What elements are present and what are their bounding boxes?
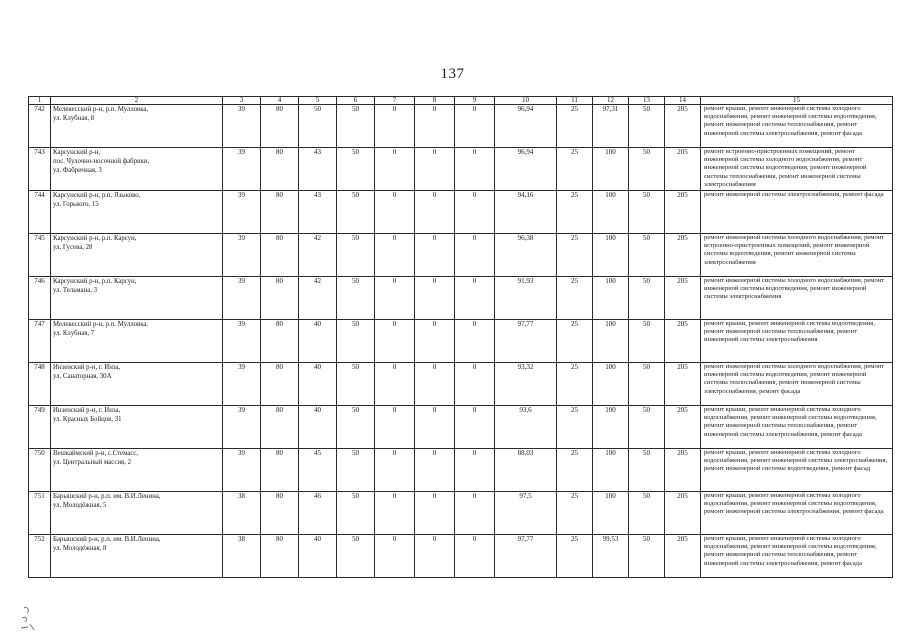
value-cell-col-13: 50 [629,363,665,406]
value-cell-col-13: 50 [629,105,665,148]
address-line: ул. Молодёжная, 8 [53,545,107,552]
value-cell-col-11: 25 [557,277,593,320]
value-cell-col-13: 50 [629,277,665,320]
value-cell-col-4: 80 [261,105,299,148]
row-number-cell: 752 [29,535,51,578]
value-cell-col-10: 97,5 [495,492,557,535]
value-cell-col-11: 25 [557,535,593,578]
header-cell: 9 [455,97,495,105]
header-cell: 2 [51,97,223,105]
table-row [29,535,893,578]
value-cell-col-9: 0 [455,535,495,578]
value-cell-col-7: 0 [375,191,415,234]
value-cell-col-12: 100 [593,148,629,191]
value-cell-col-12: 100 [593,406,629,449]
value-cell-col-9: 0 [455,363,495,406]
value-cell-col-10: 94,16 [495,191,557,234]
value-cell-col-7: 0 [375,148,415,191]
works-description-cell: ремонт крыши, ремонт инженерной системы холодного водоснабжения, ремонт инженерной системы водоотведения, ремонт инженерной системы теплоснабжения, ремонт инженерной системы электроснабжения, ремонт фасада [701,535,893,578]
address-line: ул. Санаторная, 30А [53,373,112,380]
value-cell-col-8: 0 [415,105,455,148]
value-cell-col-13: 50 [629,406,665,449]
address-cell [51,191,223,234]
address-line: Карсунский р-н, р.п. Карсун, [53,278,137,285]
repair-register-table [28,96,893,578]
value-cell-col-14: 205 [665,406,701,449]
value-cell-col-7: 0 [375,492,415,535]
value-cell-col-3: 39 [223,320,261,363]
value-cell-col-9: 0 [455,320,495,363]
address-line: ул. Гусева, 28 [53,244,93,251]
value-cell-col-10: 97,77 [495,320,557,363]
works-description-cell: ремонт инженерной системы электроснабжения, ремонт фасада [701,191,893,234]
address-line: Барышский р-н, р.п. им. В.И.Ленина, [53,493,161,500]
address-cell [51,277,223,320]
value-cell-col-6: 50 [337,406,375,449]
value-cell-col-8: 0 [415,320,455,363]
table-row [29,277,893,320]
value-cell-col-10: 93,6 [495,406,557,449]
value-cell-col-9: 0 [455,148,495,191]
value-cell-col-11: 25 [557,320,593,363]
value-cell-col-7: 0 [375,406,415,449]
value-cell-col-14: 205 [665,363,701,406]
table-row [29,492,893,535]
value-cell-col-14: 205 [665,492,701,535]
value-cell-col-5: 46 [299,492,337,535]
value-cell-col-12: 100 [593,234,629,277]
works-description-cell: ремонт крыши, ремонт инженерной системы водоотведения, ремонт инженерной системы теплоснабжения, ремонт инженерной системы электроснабжения [701,320,893,363]
works-description-cell: ремонт инженерной системы холодного водоснабжения, ремонт инженерной системы водоотведения, ремонт инженерной системы электроснабжения [701,277,893,320]
value-cell-col-5: 40 [299,363,337,406]
value-cell-col-6: 50 [337,105,375,148]
value-cell-col-13: 50 [629,492,665,535]
value-cell-col-8: 0 [415,363,455,406]
header-cell: 7 [375,97,415,105]
value-cell-col-4: 80 [261,148,299,191]
value-cell-col-9: 0 [455,277,495,320]
table-row [29,320,893,363]
value-cell-col-5: 40 [299,320,337,363]
table-row [29,406,893,449]
value-cell-col-3: 39 [223,105,261,148]
value-cell-col-4: 80 [261,320,299,363]
value-cell-col-12: 99,53 [593,535,629,578]
value-cell-col-5: 45 [299,449,337,492]
value-cell-col-4: 80 [261,492,299,535]
address-cell [51,363,223,406]
value-cell-col-7: 0 [375,363,415,406]
row-number-cell: 750 [29,449,51,492]
value-cell-col-3: 39 [223,449,261,492]
address-line: Мелекесский р-н, р.п. Мулловка, [53,106,149,113]
value-cell-col-13: 50 [629,191,665,234]
value-cell-col-14: 205 [665,105,701,148]
address-line: ул. Фабричная, 3 [53,167,102,174]
value-cell-col-11: 25 [557,363,593,406]
value-cell-col-11: 25 [557,492,593,535]
value-cell-col-6: 50 [337,234,375,277]
value-cell-col-4: 80 [261,449,299,492]
address-line: ул. Тельмана, 3 [53,287,98,294]
works-description-cell: ремонт крыши, ремонт инженерной системы холодного водоснабжения, ремонт инженерной системы электроснабжения, ремонт инженерной системы водоотведения, ремонт фасад [701,449,893,492]
address-line: Барышский р-н, р.п. им. В.И.Ленина, [53,536,161,543]
value-cell-col-12: 100 [593,191,629,234]
header-cell: 11 [557,97,593,105]
table-row [29,105,893,148]
value-cell-col-3: 38 [223,492,261,535]
address-line: ул. Клубная, 7 [53,330,95,337]
value-cell-col-5: 43 [299,191,337,234]
value-cell-col-8: 0 [415,449,455,492]
value-cell-col-11: 25 [557,148,593,191]
value-cell-col-5: 40 [299,406,337,449]
value-cell-col-5: 42 [299,234,337,277]
works-description-cell: ремонт крыши, ремонт инженерной системы холодного водоснабжения, ремонт инженерной системы водоотведения, ремонт инженерной системы электроснабжения, ремонт фасада [701,492,893,535]
value-cell-col-11: 25 [557,105,593,148]
value-cell-col-12: 100 [593,449,629,492]
header-cell: 5 [299,97,337,105]
row-number-cell: 751 [29,492,51,535]
header-cell: 4 [261,97,299,105]
value-cell-col-5: 42 [299,277,337,320]
value-cell-col-10: 93,32 [495,363,557,406]
value-cell-col-3: 39 [223,363,261,406]
header-cell: 15 [701,97,893,105]
value-cell-col-4: 80 [261,406,299,449]
value-cell-col-7: 0 [375,535,415,578]
value-cell-col-13: 50 [629,234,665,277]
value-cell-col-8: 0 [415,191,455,234]
address-line: Карсунский р-н, р.п. Языково, [53,192,141,199]
header-cell: 10 [495,97,557,105]
header-cell: 12 [593,97,629,105]
value-cell-col-7: 0 [375,277,415,320]
row-number-cell: 749 [29,406,51,449]
value-cell-col-6: 50 [337,320,375,363]
value-cell-col-12: 100 [593,277,629,320]
value-cell-col-12: 100 [593,320,629,363]
row-number-cell: 746 [29,277,51,320]
table-row [29,449,893,492]
works-description-cell: ремонт встроенно-пристроенных помещений, ремонт инженерной системы холодного водоснабжения, ремонт инженерной системы водоотведения, ремонт инженерной системы теплоснабжения, ремонт инженерной системы электроснабжения [701,148,893,191]
row-number-cell: 743 [29,148,51,191]
value-cell-col-10: 96,38 [495,234,557,277]
value-cell-col-3: 39 [223,406,261,449]
value-cell-col-10: 88,03 [495,449,557,492]
address-cell [51,320,223,363]
value-cell-col-3: 39 [223,148,261,191]
value-cell-col-8: 0 [415,234,455,277]
value-cell-col-5: 43 [299,148,337,191]
header-cell: 6 [337,97,375,105]
value-cell-col-4: 80 [261,535,299,578]
value-cell-col-14: 205 [665,234,701,277]
value-cell-col-11: 25 [557,449,593,492]
value-cell-col-13: 50 [629,320,665,363]
value-cell-col-8: 0 [415,492,455,535]
value-cell-col-12: 97,31 [593,105,629,148]
value-cell-col-14: 205 [665,148,701,191]
value-cell-col-4: 80 [261,191,299,234]
header-cell: 14 [665,97,701,105]
value-cell-col-10: 96,94 [495,148,557,191]
value-cell-col-3: 39 [223,191,261,234]
value-cell-col-8: 0 [415,277,455,320]
value-cell-col-3: 38 [223,535,261,578]
table-row [29,234,893,277]
row-number-cell: 745 [29,234,51,277]
header-cell: 1 [29,97,51,105]
address-line: Инзенский р-н, г. Инза, [53,407,121,414]
address-line: ул. Горького, 15 [53,201,99,208]
value-cell-col-3: 39 [223,234,261,277]
address-line: ул. Клубная, 8 [53,115,95,122]
row-number-cell: 744 [29,191,51,234]
address-cell [51,105,223,148]
value-cell-col-5: 40 [299,535,337,578]
value-cell-col-11: 25 [557,191,593,234]
value-cell-col-7: 0 [375,320,415,363]
address-line: Карсунский р-н, р.п. Карсун, [53,235,137,242]
value-cell-col-14: 205 [665,535,701,578]
value-cell-col-8: 0 [415,148,455,191]
value-cell-col-14: 205 [665,277,701,320]
address-cell [51,535,223,578]
value-cell-col-7: 0 [375,449,415,492]
works-description-cell: ремонт крыши, ремонт инженерной системы холодного водоснабжения, ремонт инженерной системы водоотведения, ремонт инженерной системы теплоснабжения, ремонт инженерной системы электроснабжения, ремонт фасада [701,105,893,148]
value-cell-col-7: 0 [375,105,415,148]
header-cell: 3 [223,97,261,105]
works-description-cell: ремонт инженерной системы холодного водоснабжения, ремонт встроенно-пристроенных помещений, ремонт инженерной системы водоотведения, ремонт инженерной системы электроснабжения [701,234,893,277]
address-line: Инзенский р-н, г. Инза, [53,364,121,371]
value-cell-col-12: 100 [593,363,629,406]
margin-pen-mark [18,604,42,632]
address-line: Карсунский р-н, [53,149,101,156]
value-cell-col-6: 50 [337,148,375,191]
value-cell-col-14: 205 [665,449,701,492]
address-cell [51,234,223,277]
value-cell-col-13: 50 [629,535,665,578]
works-description-cell: ремонт крыши, ремонт инженерной системы холодного водоснабжения, ремонт инженерной системы водоотведения, ремонт инженерной системы теплоснабжения, ремонт инженерной системы электроснабжения, ремонт фасада [701,406,893,449]
value-cell-col-13: 50 [629,449,665,492]
row-number-cell: 742 [29,105,51,148]
value-cell-col-11: 25 [557,406,593,449]
value-cell-col-6: 50 [337,449,375,492]
value-cell-col-9: 0 [455,191,495,234]
value-cell-col-14: 205 [665,320,701,363]
address-cell [51,148,223,191]
address-line: пос. Чулочно-носочной фабрики, [53,158,150,165]
value-cell-col-11: 25 [557,234,593,277]
value-cell-col-10: 97,77 [495,535,557,578]
table-row [29,191,893,234]
header-cell: 13 [629,97,665,105]
address-cell [51,406,223,449]
row-number-cell: 748 [29,363,51,406]
value-cell-col-12: 100 [593,492,629,535]
row-number-cell: 747 [29,320,51,363]
address-cell [51,449,223,492]
table-row [29,148,893,191]
value-cell-col-9: 0 [455,492,495,535]
value-cell-col-7: 0 [375,234,415,277]
value-cell-col-4: 80 [261,277,299,320]
value-cell-col-9: 0 [455,449,495,492]
value-cell-col-10: 96,94 [495,105,557,148]
value-cell-col-4: 80 [261,234,299,277]
table-row [29,363,893,406]
value-cell-col-9: 0 [455,105,495,148]
works-description-cell: ремонт инженерной системы холодного водоснабжения, ремонт инженерной системы водоотведения, ремонт инженерной системы теплоснабжения, ремонт инженерной системы электроснабжения, ремонт фасада [701,363,893,406]
value-cell-col-6: 50 [337,535,375,578]
value-cell-col-9: 0 [455,234,495,277]
address-cell [51,492,223,535]
header-row [29,97,893,105]
address-line: ул. Центральный массив, 2 [53,459,131,466]
value-cell-col-13: 50 [629,148,665,191]
header-cell: 8 [415,97,455,105]
value-cell-col-9: 0 [455,406,495,449]
value-cell-col-6: 50 [337,277,375,320]
address-line: ул. Молодёжная, 5 [53,502,107,509]
value-cell-col-5: 50 [299,105,337,148]
address-line: Мелекесский р-н, р.п. Мулловка, [53,321,149,328]
value-cell-col-6: 50 [337,492,375,535]
address-line: ул. Красных Бойцов, 31 [53,416,122,423]
value-cell-col-4: 80 [261,363,299,406]
value-cell-col-6: 50 [337,363,375,406]
value-cell-col-8: 0 [415,406,455,449]
value-cell-col-6: 50 [337,191,375,234]
value-cell-col-8: 0 [415,535,455,578]
value-cell-col-10: 91,93 [495,277,557,320]
value-cell-col-14: 205 [665,191,701,234]
page-number: 137 [440,66,465,82]
address-line: Вешкаймский р-н, с.Стемасс, [53,450,139,457]
value-cell-col-3: 39 [223,277,261,320]
